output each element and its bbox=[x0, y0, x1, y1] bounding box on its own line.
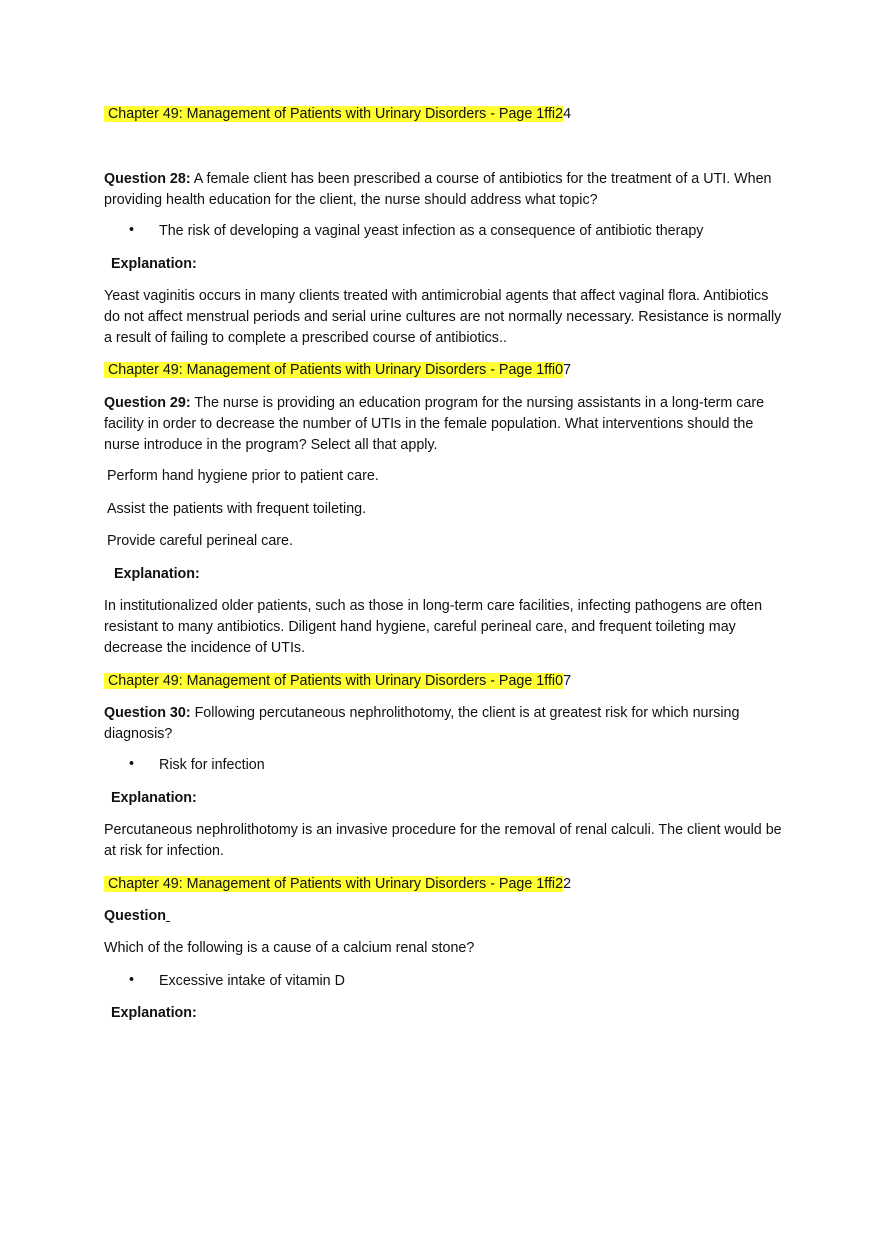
option-item: Perform hand hygiene prior to patient care. bbox=[107, 468, 379, 484]
chapter-reference-highlight: Chapter 49: Management of Patients with Urinary Disorders - Page 1ffi2 bbox=[104, 106, 563, 122]
chapter-reference: Chapter 49: Management of Patients with Urinary Disorders - Page 1ffi24 bbox=[104, 104, 784, 125]
option-item: Provide careful perineal care. bbox=[107, 533, 293, 549]
bullet-icon: • bbox=[129, 756, 135, 772]
explanation-label: Explanation: bbox=[114, 566, 200, 582]
question-text: Which of the following is a cause of a calcium renal stone? bbox=[104, 940, 475, 956]
explanation-label: Explanation: bbox=[111, 790, 197, 806]
question-label: Question 28: bbox=[104, 171, 191, 187]
explanation-text: Percutaneous nephrolithotomy is an invasive procedure for the removal of renal calculi. The client would be at risk for infection. bbox=[104, 822, 782, 859]
chapter-reference: Chapter 49: Management of Patients with Urinary Disorders - Page 1ffi07 bbox=[104, 360, 784, 381]
bullet-icon: • bbox=[129, 972, 135, 988]
question-29 bbox=[104, 393, 784, 456]
explanation-label: Explanation: bbox=[111, 256, 197, 272]
explanation-text: Yeast vaginitis occurs in many clients treated with antimicrobial agents that affect vaginal flora. Antibiotics do not affect menstrual periods and serial urine cultures are not normally necessary. Resistance is normally a result of failing to complete a prescribed course of antibiotics.. bbox=[104, 288, 782, 346]
chapter-reference-highlight: Chapter 49: Management of Patients with Urinary Disorders - Page 1ffi0 bbox=[104, 362, 563, 378]
question-text: A female client has been prescribed a course of antibiotics for the treatment of a UTI. When providing health education for the client, the nurse should address what topic? bbox=[104, 171, 772, 208]
question-30 bbox=[104, 703, 784, 745]
bullet-icon: • bbox=[129, 222, 135, 238]
question-text: The nurse is providing an education program for the nursing assistants in a long-term care facility in order to decrease the number of UTIs in the female population. What interventions should the nurse introduce in the program? Select all that apply. bbox=[104, 395, 765, 453]
question-text: Following percutaneous nephrolithotomy, the client is at greatest risk for which nursing diagnosis? bbox=[104, 705, 740, 742]
answer-text: The risk of developing a vaginal yeast infection as a consequence of antibiotic therapy bbox=[159, 223, 704, 239]
question-31 bbox=[104, 906, 784, 927]
question-label: Question 30: bbox=[104, 705, 191, 721]
chapter-reference: Chapter 49: Management of Patients with Urinary Disorders - Page 1ffi22 bbox=[104, 874, 784, 895]
question-28 bbox=[104, 169, 784, 211]
option-item: Assist the patients with frequent toileting. bbox=[107, 501, 367, 517]
answer-text: Excessive intake of vitamin D bbox=[159, 973, 345, 989]
question-label: Question bbox=[104, 908, 166, 924]
question-label: Question 29: bbox=[104, 395, 191, 411]
chapter-reference: Chapter 49: Management of Patients with Urinary Disorders - Page 1ffi07 bbox=[104, 671, 784, 692]
chapter-reference-highlight: Chapter 49: Management of Patients with Urinary Disorders - Page 1ffi0 bbox=[104, 673, 563, 689]
explanation-text: In institutionalized older patients, such as those in long-term care facilities, infecting pathogens are often resistant to many antibiotics. Diligent hand hygiene, careful perineal care, and frequent toileting may decrease the incidence of UTIs. bbox=[104, 598, 763, 656]
explanation-label: Explanation: bbox=[111, 1005, 197, 1021]
chapter-reference-highlight: Chapter 49: Management of Patients with Urinary Disorders - Page 1ffi2 bbox=[104, 876, 563, 892]
answer-text: Risk for infection bbox=[159, 757, 265, 773]
